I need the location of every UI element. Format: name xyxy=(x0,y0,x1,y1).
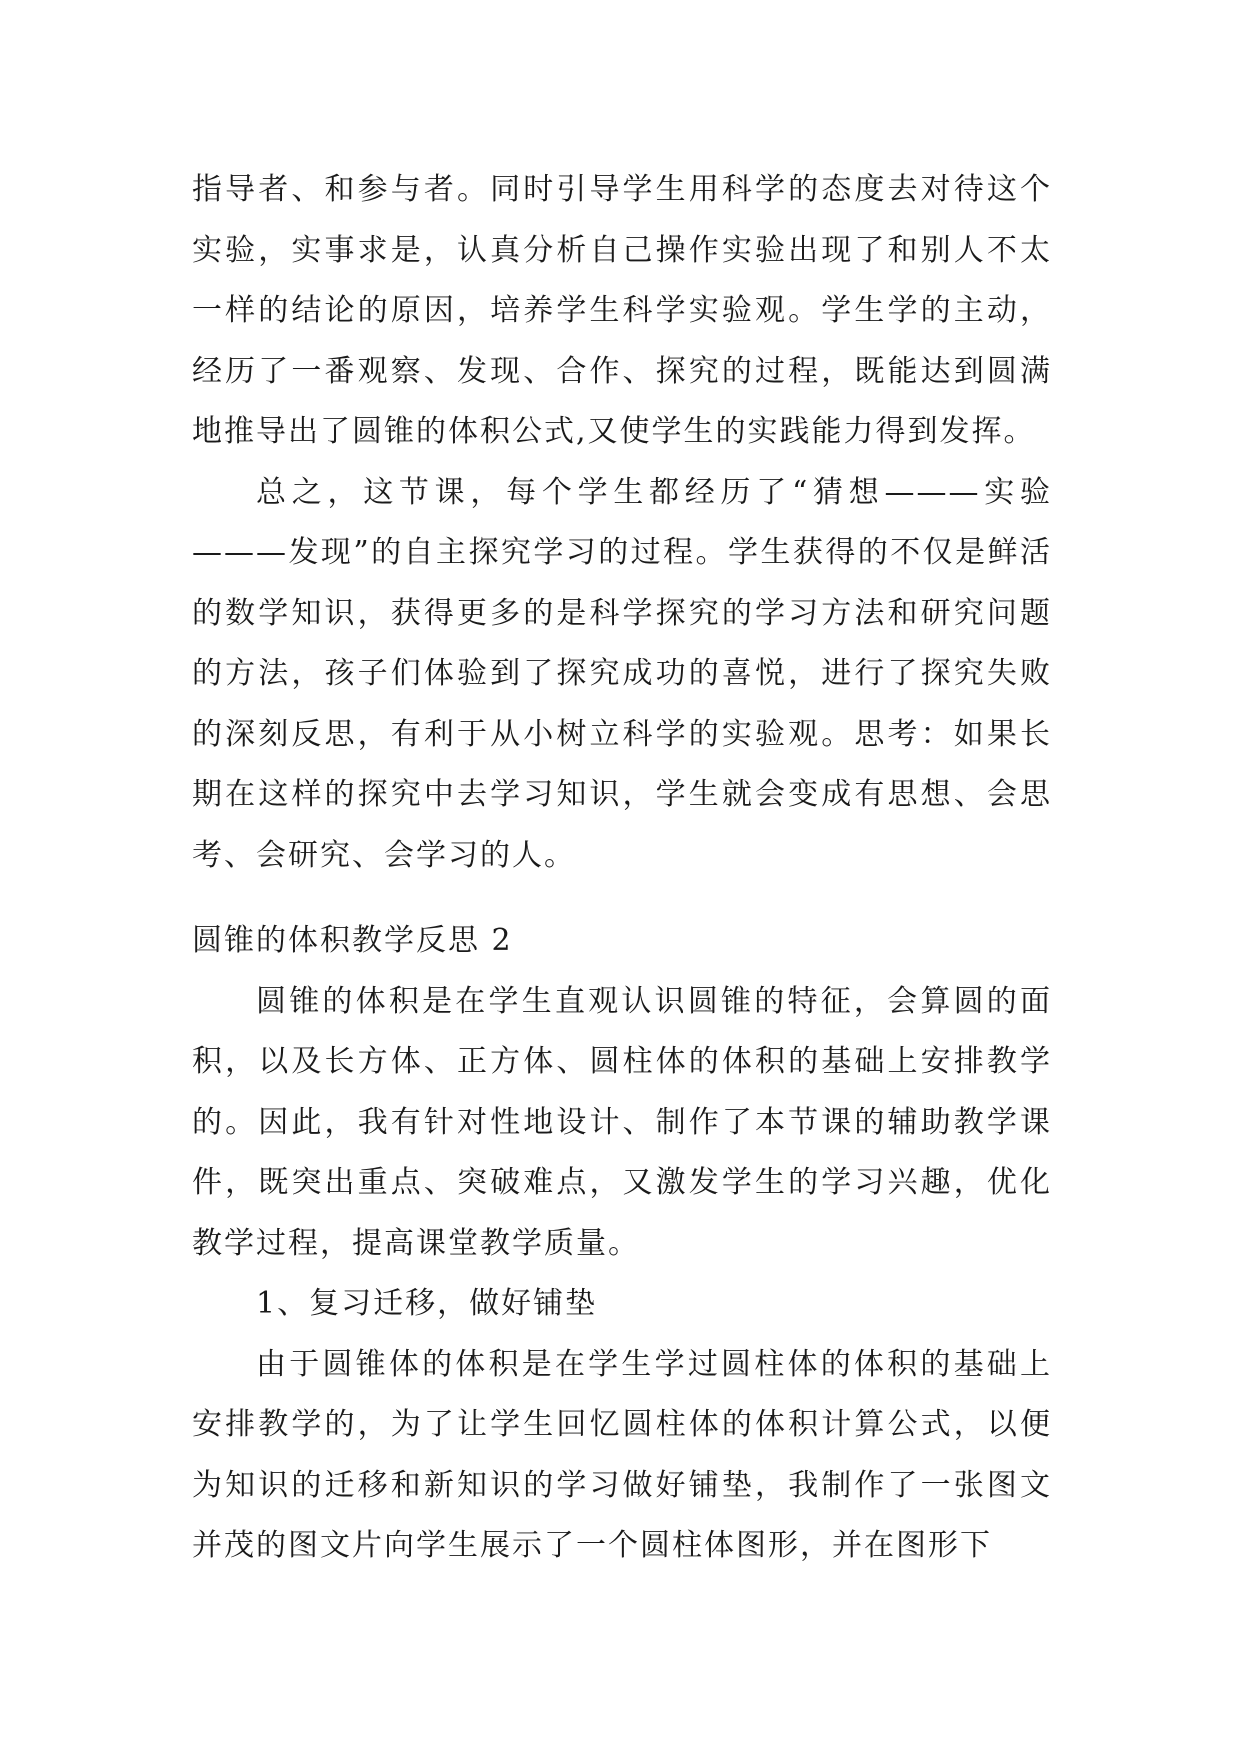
paragraph-continued: 指导者、和参与者。同时引导学生用科学的态度去对待这个实验，实事求是，认真分析自己操作实验出现了和别人不太一样的结论的原因，培养学生科学实验观。学生学的主动，经历了一番观察、发现、合作、探究的过程，既能达到圆满地推导出了圆锥的体积公式,又使学生的实践能力得到发挥。 xyxy=(192,172,1052,449)
section-title: 圆锥的体积教学反思 2 xyxy=(192,923,513,958)
section-2 xyxy=(192,911,1052,1577)
subheading-review: 1、复习迁移，做好铺垫 xyxy=(256,1286,598,1321)
paragraph-review: 由于圆锥体的体积是在学生学过圆柱体的体积的基础上安排教学的，为了让学生回忆圆柱体的体积计算公式，以便为知识的迁移和新知识的学习做好铺垫，我制作了一张图文并茂的图文片向学生展示了一个圆柱体图形，并在图形下 xyxy=(192,1346,1052,1563)
section-1 xyxy=(192,160,1052,886)
paragraph-summary: 总之，这节课，每个学生都经历了“猜想———实验———发现”的自主探究学习的过程。学生获得的不仅是鲜活的数学知识，获得更多的是科学探究的学习方法和研究问题的方法，孩子们体验到了探究成功的喜悦，进行了探究失败的深刻反思，有利于从小树立科学的实验观。思考：如果长期在这样的探究中去学习知识，学生就会变成有思想、会思考、会研究、会学习的人。 xyxy=(192,474,1052,873)
paragraph-intro: 圆锥的体积是在学生直观认识圆锥的特征，会算圆的面积，以及长方体、正方体、圆柱体的体积的基础上安排教学的。因此，我有针对性地设计、制作了本节课的辅助教学课件，既突出重点、突破难点，又激发学生的学习兴趣，优化教学过程，提高课堂教学质量。 xyxy=(192,983,1052,1261)
